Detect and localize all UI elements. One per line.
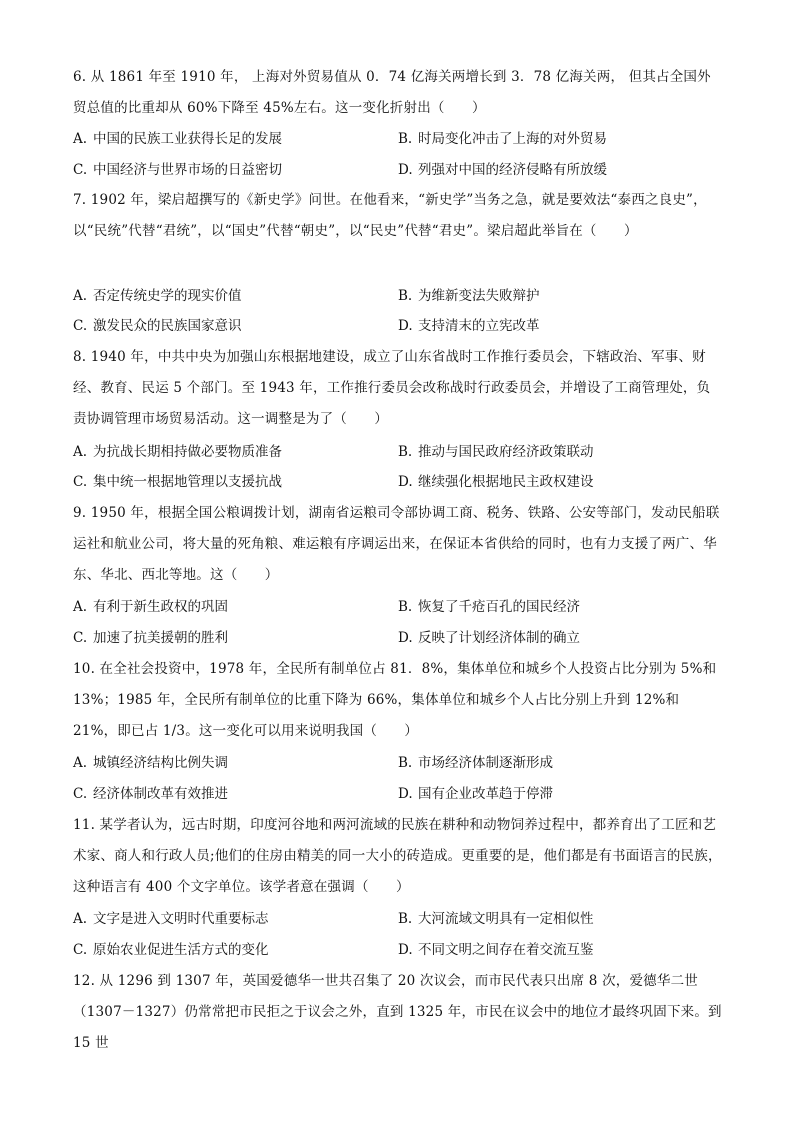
option-text: 中国的民族工业获得长足的发展 <box>93 131 282 147</box>
question-9-option-d[interactable] <box>398 628 580 648</box>
question-8-option-b[interactable] <box>398 442 594 462</box>
question-10-stem: 10. 在全社会投资中，1978 年，全民所有制单位占 81．8%，集体单位和城乡个人投资占比分别为 5%和 13%；1985 年，全民所有制单位的比重下降为 66%，集体单位和城乡个人占比分别上升到 12%和 21%，即已占 1/3。这一变化可以用来说明我国（ ） <box>73 661 717 739</box>
question-8-option-a[interactable] <box>73 442 282 462</box>
option-letter: C. <box>73 942 88 958</box>
option-text: 推动与国民政府经济政策联动 <box>418 444 594 460</box>
question-10-option-d[interactable] <box>398 784 553 804</box>
question-9-option-a[interactable] <box>73 597 228 617</box>
question-11-option-a[interactable] <box>73 909 269 929</box>
option-text: 为维新变法失败辩护 <box>418 288 540 304</box>
question-10-option-c[interactable] <box>73 784 228 804</box>
question-11-option-c[interactable] <box>73 940 269 960</box>
question-9-option-c[interactable] <box>73 628 228 648</box>
option-letter: C. <box>73 630 88 646</box>
option-text: 中国经济与世界市场的日益密切 <box>93 162 282 178</box>
question-10-option-a[interactable] <box>73 753 228 773</box>
option-text: 文字是进入文明时代重要标志 <box>93 911 269 927</box>
option-text: 大河流域文明具有一定相似性 <box>418 911 594 927</box>
option-text: 有利于新生政权的巩固 <box>93 599 228 615</box>
option-letter: C. <box>73 162 88 178</box>
question-8-stem: 8. 1940 年，中共中央为加强山东根据地建设，成立了山东省战时工作推行委员会，下辖政治、军事、财经、教育、民运 5 个部门。至 1943 年，工作推行委员会改称战时行政委员会，并增设了工商管理处，负责协调管理市场贸易活动。这一调整是为了（ ） <box>73 349 711 427</box>
option-letter: C. <box>73 786 88 802</box>
question-6-stem: 6. 从 1861 年至 1910 年， 上海对外贸易值从 0．74 亿海关两增长到 3．78 亿海关两， 但其占全国外贸总值的比重却从 60%下降至 45%左右。这一变化折射出（ ） <box>73 69 711 116</box>
question-7-option-c[interactable] <box>73 316 242 336</box>
option-text: 列强对中国的经济侵略有所放缓 <box>418 162 607 178</box>
option-text: 继续强化根据地民主政权建设 <box>418 474 594 490</box>
question-7-option-d[interactable] <box>398 316 540 336</box>
question-6-option-d[interactable] <box>398 160 607 180</box>
question-7-option-b[interactable] <box>398 286 540 306</box>
option-text: 恢复了千疮百孔的国民经济 <box>418 599 580 615</box>
option-letter: D. <box>398 318 413 334</box>
question-10-option-b[interactable] <box>398 753 553 773</box>
option-letter: A. <box>73 599 88 615</box>
option-text: 国有企业改革趋于停滞 <box>418 786 553 802</box>
question-7-stem: 7. 1902 年，梁启超撰写的《新史学》问世。在他看来，“新史学”当务之急，就是要效法“泰西之良史”，以“民统”代替“君统”，以“国史”代替“朝史”，以“民史”代替“君史”。梁启超此举旨在（ ） <box>73 192 707 239</box>
option-letter: B. <box>398 444 413 460</box>
option-letter: C. <box>73 474 88 490</box>
option-text: 反映了计划经济体制的确立 <box>418 630 580 646</box>
option-letter: B. <box>398 755 413 771</box>
option-letter: B. <box>398 288 413 304</box>
question-9-option-b[interactable] <box>398 597 580 617</box>
option-letter: A. <box>73 911 88 927</box>
option-letter: D. <box>398 630 413 646</box>
option-text: 集中统一根据地管理以支援抗战 <box>93 474 282 490</box>
option-letter: A. <box>73 444 88 460</box>
option-text: 加速了抗美援朝的胜利 <box>93 630 228 646</box>
option-letter: A. <box>73 755 88 771</box>
option-text: 市场经济体制逐渐形成 <box>418 755 553 771</box>
question-6-option-c[interactable] <box>73 160 282 180</box>
option-letter: B. <box>398 131 413 147</box>
option-letter: C. <box>73 318 88 334</box>
option-text: 经济体制改革有效推进 <box>93 786 228 802</box>
question-12-stem: 12. 从 1296 到 1307 年，英国爱德华一世共召集了 20 次议会，而市民代表只出席 8 次，爱德华二世（1307－1327）仍常常把市民拒之于议会之外，直到 1325 年，市民在议会中的地位才最终巩固下来。到 15 世 <box>73 973 722 1051</box>
option-text: 不同文明之间存在着交流互鉴 <box>418 942 594 958</box>
option-text: 时局变化冲击了上海的对外贸易 <box>418 131 607 147</box>
question-8-option-d[interactable] <box>398 472 594 492</box>
option-letter: D. <box>398 942 413 958</box>
option-text: 城镇经济结构比例失调 <box>93 755 228 771</box>
question-7-option-a[interactable] <box>73 286 242 306</box>
question-6-option-b[interactable] <box>398 129 607 149</box>
option-text: 激发民众的民族国家意识 <box>93 318 242 334</box>
option-text: 为抗战长期相持做必要物质准备 <box>93 444 282 460</box>
question-11-stem: 11. 某学者认为，远古时期，印度河谷地和两河流域的民族在耕种和动物饲养过程中，都养育出了工匠和艺术家、商人和行政人员;他们的住房由精美的同一大小的砖造成。更重要的是，他们都是有书面语言的民族，这种语言有 400 个文字单位。该学者意在强调（ ） <box>73 817 722 895</box>
option-letter: A. <box>73 131 88 147</box>
question-8-option-c[interactable] <box>73 472 282 492</box>
option-letter: B. <box>398 911 413 927</box>
option-letter: A. <box>73 288 88 304</box>
question-6-option-a[interactable] <box>73 129 282 149</box>
option-text: 支持清末的立宪改革 <box>418 318 540 334</box>
option-letter: D. <box>398 162 413 178</box>
question-11-option-d[interactable] <box>398 940 594 960</box>
option-letter: B. <box>398 599 413 615</box>
question-9-stem: 9. 1950 年，根据全国公粮调拨计划，湖南省运粮司令部协调工商、税务、铁路、公安等部门，发动民船联运社和航业公司，将大量的死角粮、难运粮有序调运出来，在保证本省供给的同时，也有力支援了两广、华东、华北、西北等地。这（ ） <box>73 505 720 583</box>
question-11-option-b[interactable] <box>398 909 594 929</box>
option-letter: D. <box>398 786 413 802</box>
option-letter: D. <box>398 474 413 490</box>
option-text: 原始农业促进生活方式的变化 <box>93 942 269 958</box>
option-text: 否定传统史学的现实价值 <box>93 288 242 304</box>
